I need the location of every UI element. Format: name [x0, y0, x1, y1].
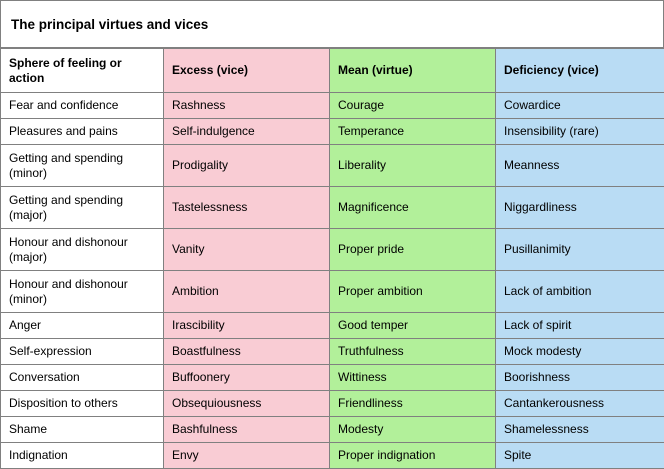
cell-excess: Ambition [164, 271, 330, 313]
document-title-bar [0, 0, 664, 48]
cell-deficiency: Pusillanimity [496, 229, 664, 271]
cell-excess: Boastfulness [164, 339, 330, 365]
cell-excess: Rashness [164, 93, 330, 119]
cell-excess: Self-indulgence [164, 119, 330, 145]
table-row [1, 119, 664, 145]
cell-sphere: Shame [1, 417, 164, 443]
cell-mean: Temperance [330, 119, 496, 145]
cell-deficiency: Insensibility (rare) [496, 119, 664, 145]
table-row [1, 187, 664, 229]
cell-mean: Modesty [330, 417, 496, 443]
cell-sphere: Honour and dishonour (major) [1, 229, 164, 271]
cell-mean: Proper ambition [330, 271, 496, 313]
cell-mean: Friendliness [330, 391, 496, 417]
cell-excess: Prodigality [164, 145, 330, 187]
cell-excess: Envy [164, 443, 330, 469]
cell-excess: Tastelessness [164, 187, 330, 229]
table-row [1, 93, 664, 119]
table-row [1, 145, 664, 187]
cell-excess: Obsequiousness [164, 391, 330, 417]
cell-sphere: Disposition to others [1, 391, 164, 417]
cell-mean: Courage [330, 93, 496, 119]
cell-deficiency: Cowardice [496, 93, 664, 119]
page-title: The principal virtues and vices [11, 17, 208, 32]
cell-deficiency: Spite [496, 443, 664, 469]
table-row [1, 271, 664, 313]
table-row [1, 391, 664, 417]
cell-mean: Liberality [330, 145, 496, 187]
cell-sphere: Indignation [1, 443, 164, 469]
cell-deficiency: Boorishness [496, 365, 664, 391]
table-body [1, 93, 664, 469]
cell-mean: Truthfulness [330, 339, 496, 365]
table-row [1, 229, 664, 271]
column-header-sphere: Sphere of feeling or action [1, 49, 164, 93]
cell-mean: Wittiness [330, 365, 496, 391]
column-header-excess: Excess (vice) [164, 49, 330, 93]
cell-sphere: Self-expression [1, 339, 164, 365]
cell-sphere: Getting and spending (major) [1, 187, 164, 229]
cell-sphere: Getting and spending (minor) [1, 145, 164, 187]
cell-mean: Good temper [330, 313, 496, 339]
cell-excess: Vanity [164, 229, 330, 271]
cell-mean: Proper pride [330, 229, 496, 271]
table-row [1, 417, 664, 443]
cell-mean: Magnificence [330, 187, 496, 229]
cell-deficiency: Lack of ambition [496, 271, 664, 313]
table-row [1, 443, 664, 469]
cell-deficiency: Shamelessness [496, 417, 664, 443]
cell-excess: Buffoonery [164, 365, 330, 391]
table-header-row [1, 49, 664, 93]
cell-sphere: Anger [1, 313, 164, 339]
cell-deficiency: Lack of spirit [496, 313, 664, 339]
virtues-and-vices-table [0, 48, 664, 469]
cell-excess: Irascibility [164, 313, 330, 339]
cell-deficiency: Cantankerousness [496, 391, 664, 417]
column-header-mean: Mean (virtue) [330, 49, 496, 93]
cell-sphere: Pleasures and pains [1, 119, 164, 145]
table-row [1, 365, 664, 391]
cell-sphere: Honour and dishonour (minor) [1, 271, 164, 313]
cell-excess: Bashfulness [164, 417, 330, 443]
cell-deficiency: Mock modesty [496, 339, 664, 365]
cell-deficiency: Niggardliness [496, 187, 664, 229]
table-row [1, 339, 664, 365]
cell-sphere: Fear and confidence [1, 93, 164, 119]
table-row [1, 313, 664, 339]
cell-deficiency: Meanness [496, 145, 664, 187]
cell-mean: Proper indignation [330, 443, 496, 469]
table-header [1, 49, 664, 93]
column-header-deficiency: Deficiency (vice) [496, 49, 664, 93]
cell-sphere: Conversation [1, 365, 164, 391]
